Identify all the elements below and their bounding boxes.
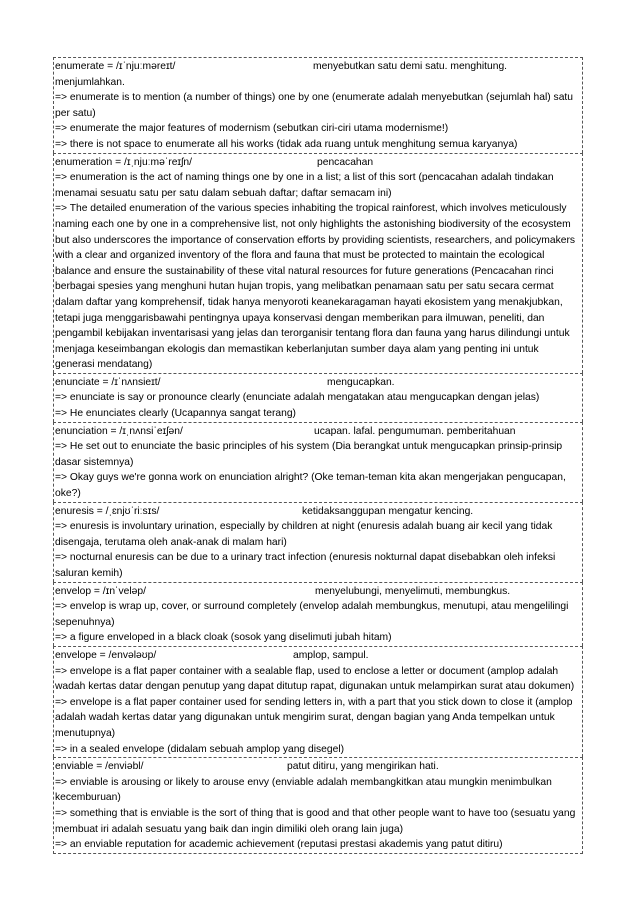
entry-headline (55, 584, 581, 600)
headword: enumerate = /ɪˈnjuːməreɪt/ (55, 61, 176, 72)
example-line: => envelope is a flat paper container used for sending letters in, with a part that you stick down to close it (amplop adalah wadah kertas datar yang digunakan untuk mengirim surat, dengan bagian yang Anda tempelkan untuk menutupnya) (55, 696, 573, 739)
dictionary-entry (53, 757, 583, 854)
example-line: => a figure enveloped in a black cloak (sosok yang diselimuti jubah hitam) (55, 632, 392, 644)
example-line: => enviable is arousing or likely to arouse envy (enviable adalah membangkitkan atau mungkin menimbulkan kecemburuan) (55, 776, 552, 804)
example-line: => enuresis is involuntary urination, especially by children at night (enuresis adalah buang air kecil yang tidak disengaja, terutama oleh anak-anak di malam hari) (55, 521, 553, 548)
example-line: => The detailed enumeration of the various species inhabiting the tropical rainforest, which involves meticulously naming each one by one in a comprehensive list, not only highlights the astonishing biodiversity of the ecosystem but also underscores the importance of conservation efforts by providing scientists, researchers, and policymakers with a clear and organized inventory of the flora and fauna that must be protected to maintain the ecological balance and ensure the sustainability of these vital natural resources for future generations (Pencacahan rinci berbagai spesies yang menghuni hutan hujan tropis, yang melibatkan penamaan satu per satu secara cermat dalam daftar yang komprehensif, tidak hanya menyoroti keanekaragaman hayati ekosistem yang menakjubkan, tetapi juga menggarisbawahi pentingnya upaya konservasi dengan memberikan para ilmuwan, peneliti, dan pengambil kebijakan inventarisasi yang jelas dan terorganisir tentang flora dan fauna yang harus dilindungi untuk menjaga keseimbangan ekologis dan memastikan keberlanjutan sumber daya alam yang penting ini untuk generasi mendatang) (55, 203, 576, 371)
example-line: => in a sealed envelope (didalam sebuah amplop yang disegel) (55, 743, 345, 755)
dictionary-entry (53, 502, 583, 582)
example-line: => something that is enviable is the sort of thing that is good and that other people want to have too (sesuatu yang membuat iri adalah sesuatu yang baik dan ingin dimiliki oleh orang lain juga) (55, 807, 576, 835)
headword: enunciate = /ɪˈnʌnsieɪt/ (55, 376, 161, 388)
dictionary-entry (53, 153, 583, 373)
example-line: => envelope is a flat paper container with a sealable flap, used to enclose a letter or document (amplop adalah wadah kertas datar dengan penutup yang dapat ditutup rapat, digunakan untuk melampirkan surat atau dokumen) (55, 665, 575, 693)
meaning: ketidaksanggupan mengatur kencing. (302, 505, 474, 517)
example-line: => He set out to enunciate the basic principles of his system (Dia berangkat untuk mengucapkan prinsip-prinsip dasar sistemnya) (55, 441, 563, 468)
headword: envelope = /envələʊp/ (55, 649, 157, 661)
meaning: menyelubungi, menyelimuti, membungkus. (315, 585, 511, 597)
dictionary-entry (53, 646, 583, 757)
entry-headline (55, 759, 581, 775)
headword: enviable = /enviəbl/ (55, 761, 144, 773)
dictionary-entry (53, 57, 583, 153)
example-line: => enumerate the major features of modernism (sebutkan ciri-ciri utama modernisme!) (55, 123, 449, 135)
example-line: => enumerate is to mention (a number of things) one by one (enumerate adalah menyebutkan (sejumlah hal) satu per satu) (55, 92, 574, 119)
dictionary-entry (53, 582, 583, 646)
dictionary-entry (53, 422, 583, 502)
entry-headline (55, 648, 581, 664)
example-line: => Okay guys we're gonna work on enunciation alright? (Oke teman-teman kita akan mengerjakan pengucapan, oke?) (55, 472, 566, 500)
example-line: => He enunciates clearly (Ucapannya sangat terang) (55, 408, 296, 420)
example-line: => enunciate is say or pronounce clearly (enunciate adalah mengatakan atau mengucapkan dengan jelas) (55, 392, 540, 404)
example-line: => there is not space to enumerate all his works (tidak ada ruang untuk menghitung semua karyanya) (55, 138, 518, 150)
example-line: => nocturnal enuresis can be due to a urinary tract infection (enuresis nokturnal dapat disebabkan oleh infeksi saluran kemih) (55, 552, 556, 579)
meaning: menyebutkan satu demi satu. menghitung. (313, 61, 508, 72)
example-line: => enumeration is the act of naming things one by one in a list; a list of this sort (pencacahan adalah tindakan menamai sesuatu satu per satu dalam sebuah daftar; daftar semacam ini) (55, 172, 554, 199)
headword: enunciation = /ɪˌnʌnsiˈeɪʃən/ (55, 425, 183, 437)
dictionary-page (53, 57, 583, 854)
dictionary-entry (53, 373, 583, 422)
meaning: patut ditiru, yang mengirikan hati. (287, 761, 439, 773)
entry-headline (55, 155, 581, 171)
entry-headline (55, 375, 581, 391)
entry-headline (55, 59, 581, 75)
headword: envelop = /ɪnˈveləp/ (55, 585, 146, 597)
entry-headline (55, 424, 581, 440)
meaning: mengucapkan. (327, 376, 395, 388)
headword: enumeration = /ɪˌnjuːməˈreɪʃn/ (55, 156, 192, 168)
entry-headline (55, 504, 581, 520)
meaning: pencacahan (317, 156, 374, 168)
meaning: amplop, sampul. (293, 649, 369, 661)
meaning-continuation: menjumlahkan. (55, 76, 125, 88)
headword: enuresis = /ˌɛnjʊˈriːsɪs/ (55, 505, 160, 517)
example-line: => an enviable reputation for academic achievement (reputasi prestasi akademis yang patut ditiru) (55, 839, 503, 851)
meaning: ucapan. lafal. pengumuman. pemberitahuan (314, 425, 516, 437)
example-line: => envelop is wrap up, cover, or surround completely (envelop adalah membungkus, menutupi, atau mengelilingi sepenuhnya) (55, 601, 569, 628)
